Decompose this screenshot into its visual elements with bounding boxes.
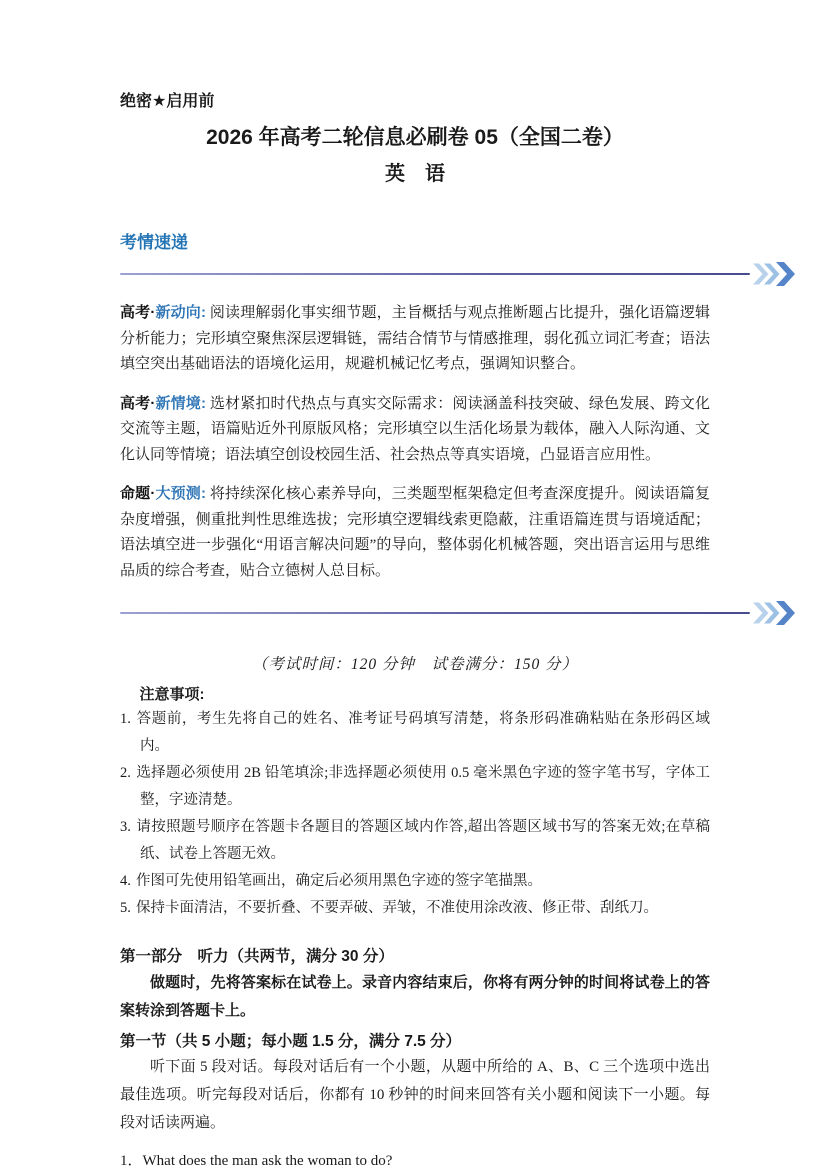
- note-text: 选择题必须使用 2B 铅笔填涂;非选择题必须使用 0.5 毫米黑色字迹的签字笔书写，字体工整，字迹清楚。: [136, 765, 710, 808]
- exam-time-score-line: （考试时间：120 分钟 试卷满分：150 分）: [251, 656, 579, 673]
- part1-instruction: 做题时，先将答案标在试卷上。录音内容结束后，你将有两分钟的时间将试卷上的答案转涂到答题卡上。: [120, 974, 710, 1019]
- intel-prefix: 高考: [120, 304, 151, 321]
- intel-paragraph-new-trend: [120, 300, 710, 378]
- intel-body: 阅读理解弱化事实细节题，主旨概括与观点推断题占比提升，强化语篇逻辑分析能力；完形填空聚焦深层逻辑链，需结合情节与情感推理，弱化孤立词汇考查；语法填空突出基础语法的语境化运用，规避机械记忆考点，强调知识整合。: [120, 305, 710, 372]
- note-number: 5.: [120, 900, 131, 916]
- intel-body: 将持续深化核心素养导向，三类题型框架稳定但考查深度提升。阅读语篇复杂度增强，侧重批判性思维选拔；完形填空逻辑线索更隐蔽，注重语篇连贯与语境适配；语法填空进一步强化“用语言解决问题”的导向，整体弱化机械答题，突出语言运用与思维品质的综合考查，贴合立德树人总目标。: [120, 486, 710, 579]
- intel-separator: ·: [150, 304, 156, 321]
- note-text: 作图可先使用铅笔画出，确定后必须用黑色字迹的签字笔描黑。: [136, 873, 542, 889]
- subject-title: 英 语: [385, 163, 445, 185]
- classification-label: 绝密★启用前: [120, 93, 215, 110]
- note-item-5: [120, 895, 710, 922]
- part1-section1-heading: 第一节（共 5 小题；每小题 1.5 分，满分 7.5 分）: [120, 1033, 462, 1050]
- intel-prefix: 命题: [120, 485, 151, 502]
- notes-title: 注意事项:: [139, 686, 205, 703]
- note-item-3: [120, 814, 710, 868]
- intel-paragraph-prediction: [120, 481, 710, 584]
- note-item-4: [120, 868, 710, 895]
- section-divider-bottom: [120, 600, 798, 626]
- note-text: 请按照题号顺序在答题卡各题目的答题区域内作答,超出答题区域书写的答案无效;在草稿纸、试卷上答题无效。: [136, 819, 710, 862]
- note-number: 4.: [120, 873, 131, 889]
- note-item-2: [120, 760, 710, 814]
- note-text: 保持卡面清洁，不要折叠、不要弄破、弄皱，不准使用涂改液、修正带、刮纸刀。: [136, 900, 658, 916]
- chevron-arrows-icon: [752, 262, 798, 286]
- intel-label-prediction: 大预测:: [155, 485, 206, 502]
- note-item-1: [120, 706, 710, 760]
- intel-separator: ·: [150, 394, 156, 412]
- chevron-arrows-icon: [752, 601, 798, 625]
- part1-section1-instruction: 听下面 5 段对话。每段对话后有一个小题，从题中所给的 A、B、C 三个选项中选出最佳选项。听完每段对话后，你都有 10 秒钟的时间来回答有关小题和阅读下一小题。每段对话读两遍。: [120, 1059, 710, 1131]
- intel-label-new-trend: 新动向:: [155, 304, 206, 321]
- question-1: 1．What does the man ask the woman to do?: [120, 1153, 393, 1169]
- intel-separator: ·: [150, 485, 156, 502]
- part1-heading: 第一部分 听力（共两节，满分 30 分）: [120, 948, 394, 965]
- intel-body: 选材紧扣时代热点与真实交际需求：阅读涵盖科技突破、绿色发展、跨文化交流等主题，语篇贴近外刊原版风格；完形填空以生活化场景为载体，融入人际沟通、文化认同等情境；语法填空创设校园生活、社会热点等真实语境，凸显语言应用性。: [120, 395, 710, 463]
- exam-intel-heading: 考情速递: [120, 233, 188, 252]
- divider-line: [120, 273, 750, 275]
- note-number: 2.: [120, 765, 131, 781]
- divider-line: [120, 612, 750, 614]
- section-divider-top: [120, 261, 798, 287]
- intel-label-new-context: 新情境:: [155, 394, 206, 412]
- intel-paragraph-new-context: [120, 391, 710, 469]
- page-title: 2026 年高考二轮信息必刷卷 05（全国二卷）: [206, 126, 624, 149]
- intel-prefix: 高考: [120, 394, 151, 412]
- note-number: 1.: [120, 711, 131, 727]
- note-number: 3.: [120, 819, 131, 835]
- note-text: 答题前，考生先将自己的姓名、准考证号码填写清楚，将条形码准确粘贴在条形码区域内。: [136, 711, 710, 754]
